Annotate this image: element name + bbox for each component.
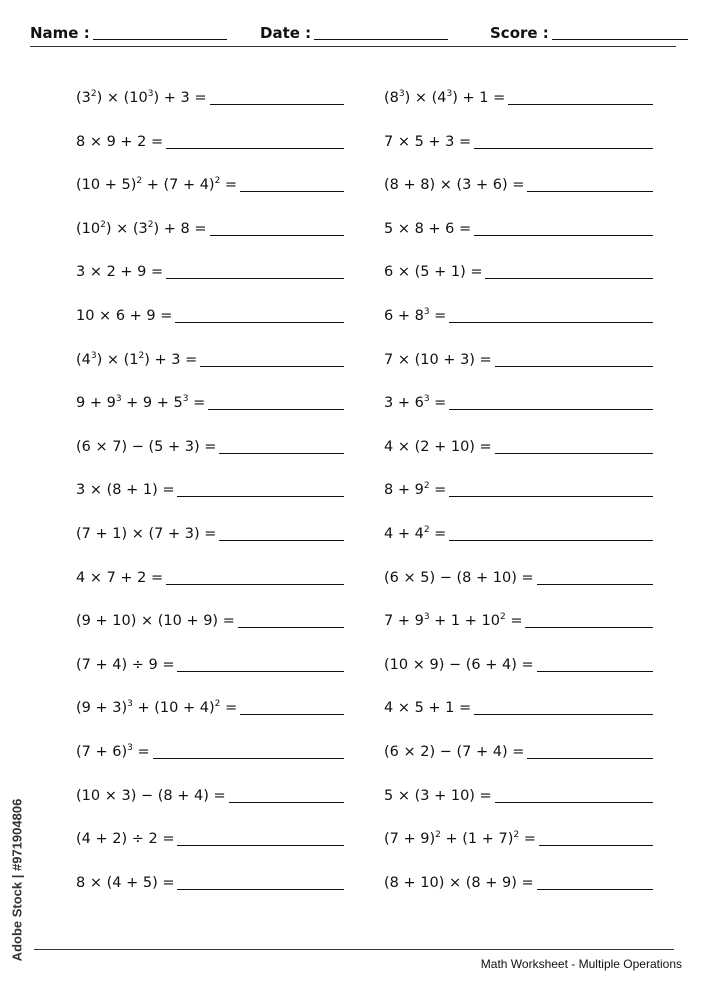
- expression-text: 9 + 9: [76, 395, 116, 412]
- problem-row: [76, 304, 344, 326]
- problem-expression: [384, 655, 534, 675]
- answer-blank[interactable]: [177, 671, 344, 672]
- problem-expression: [76, 350, 197, 370]
- answer-blank[interactable]: [166, 278, 344, 279]
- exponent: 2: [100, 219, 106, 230]
- footer-divider: [34, 949, 674, 950]
- expression-text: (4: [76, 351, 91, 368]
- answer-blank[interactable]: [495, 453, 653, 454]
- expression-text: 5 × (3 + 10) =: [384, 787, 492, 804]
- answer-blank[interactable]: [240, 714, 344, 715]
- problem-row: [76, 130, 344, 152]
- problem-expression: [384, 88, 505, 108]
- problem-expression: [76, 742, 150, 762]
- problem-expression: [76, 393, 205, 413]
- expression-text: (10: [76, 220, 101, 237]
- expression-text: (10 + 5): [76, 177, 137, 194]
- exponent: 2: [147, 219, 154, 230]
- answer-blank[interactable]: [166, 584, 344, 585]
- expression-text: (4 + 2) ÷ 2 =: [76, 831, 175, 848]
- problem-row: [384, 130, 653, 152]
- problem-expression: [76, 219, 207, 239]
- problem-row: [384, 217, 653, 239]
- problem-row: [76, 348, 344, 370]
- problem-row: [76, 653, 344, 675]
- problem-row: [384, 260, 653, 282]
- problem-expression: [76, 786, 226, 806]
- expression-text: =: [132, 744, 150, 760]
- problem-row: [76, 260, 344, 282]
- problem-row: [384, 348, 653, 370]
- answer-blank[interactable]: [219, 540, 344, 541]
- stock-watermark: [5, 760, 29, 1000]
- answer-blank[interactable]: [229, 802, 344, 803]
- answer-blank[interactable]: [539, 845, 653, 846]
- expression-text: =: [429, 482, 447, 499]
- expression-text: (9 + 10) × (10 + 9) =: [76, 613, 235, 630]
- problem-row: [76, 478, 344, 500]
- answer-blank[interactable]: [527, 191, 653, 192]
- problem-row: [384, 827, 653, 849]
- expression-text: (8 + 8) × (3 + 6) =: [384, 177, 525, 194]
- score-label: Score :: [490, 24, 549, 42]
- exponent: 3: [127, 743, 133, 753]
- problem-expression: [76, 655, 174, 675]
- problem-expression: [384, 175, 524, 195]
- expression-text: + 1 + 10: [429, 613, 500, 630]
- expression-text: (8: [384, 90, 399, 106]
- problem-row: [76, 784, 344, 806]
- problem-expression: [76, 306, 172, 326]
- problem-row: [76, 566, 344, 588]
- exponent: 2: [90, 89, 97, 99]
- exponent: 3: [423, 307, 430, 317]
- problem-row: [384, 173, 653, 195]
- expression-text: (7 + 6): [76, 744, 128, 760]
- answer-blank[interactable]: [240, 191, 344, 192]
- expression-text: 7 × (10 + 3) =: [384, 351, 492, 368]
- name-blank-line[interactable]: [93, 39, 227, 40]
- problem-expression: [76, 262, 163, 282]
- problem-row: [384, 566, 653, 588]
- answer-blank[interactable]: [474, 235, 653, 236]
- expression-text: =: [429, 308, 447, 324]
- answer-blank[interactable]: [537, 584, 653, 585]
- problem-expression: [384, 437, 492, 457]
- expression-text: ) × (1: [96, 351, 139, 368]
- problem-expression: [384, 829, 536, 849]
- expression-text: ) + 3 =: [144, 351, 198, 368]
- answer-blank[interactable]: [175, 322, 344, 323]
- problem-row: [384, 609, 653, 631]
- expression-text: (7 + 1) × (7 + 3) =: [76, 526, 217, 542]
- problem-expression: [76, 88, 207, 108]
- problem-expression: [76, 132, 163, 152]
- expression-text: 8 + 9: [384, 482, 424, 499]
- answer-blank[interactable]: [508, 104, 653, 105]
- answer-blank[interactable]: [210, 104, 344, 105]
- expression-text: (7 + 9): [384, 831, 436, 848]
- problem-expression: [384, 873, 534, 893]
- expression-text: 4 × 7 + 2 =: [76, 569, 164, 586]
- problem-expression: [76, 480, 174, 500]
- expression-text: (9 + 3): [76, 700, 128, 717]
- problem-row: [384, 784, 653, 806]
- exponent: 3: [182, 394, 189, 405]
- problem-expression: [384, 698, 471, 718]
- exponent: 2: [423, 481, 430, 492]
- expression-text: 3 × 2 + 9 =: [76, 264, 164, 281]
- expression-text: =: [505, 613, 523, 630]
- problem-expression: [384, 568, 534, 588]
- name-label: Name :: [30, 24, 90, 42]
- worksheet-header: [30, 22, 676, 47]
- expression-text: 10 × 6 + 9 =: [76, 308, 173, 324]
- problem-row: [76, 696, 344, 718]
- footer-title: Math Worksheet - Multiple Operations: [480, 957, 682, 971]
- answer-blank[interactable]: [177, 496, 344, 497]
- date-label: Date :: [260, 24, 312, 42]
- answer-blank[interactable]: [166, 148, 344, 149]
- expression-text: ) + 3 =: [153, 90, 207, 106]
- problem-expression: [76, 829, 174, 849]
- expression-text: + (1 + 7): [440, 831, 514, 848]
- problem-expression: [76, 568, 163, 588]
- expression-text: =: [519, 831, 536, 848]
- answer-blank[interactable]: [210, 235, 344, 236]
- name-field[interactable]: [30, 22, 227, 42]
- expression-text: ) × (4: [404, 90, 447, 106]
- problem-row: [384, 522, 653, 544]
- expression-text: =: [220, 177, 238, 194]
- expression-text: 8 × 9 + 2 =: [76, 133, 164, 150]
- expression-text: 6 × (5 + 1) =: [384, 264, 483, 281]
- problem-row: [76, 609, 344, 631]
- expression-text: (3: [76, 90, 91, 106]
- exponent: 3: [423, 612, 430, 623]
- exponent: 3: [90, 350, 97, 361]
- answer-blank[interactable]: [177, 889, 344, 890]
- exponent: 3: [127, 699, 133, 710]
- problem-row: [76, 86, 344, 108]
- answer-blank[interactable]: [200, 366, 344, 367]
- expression-text: =: [220, 700, 238, 717]
- stock-id-text: Adobe Stock | #971904806: [9, 798, 25, 962]
- problem-expression: [384, 219, 471, 239]
- problem-expression: [76, 437, 216, 457]
- expression-text: ) + 8 =: [153, 220, 207, 237]
- expression-text: 6 + 8: [384, 308, 424, 324]
- expression-text: 4 × (2 + 10) =: [384, 438, 492, 455]
- problem-row: [384, 304, 653, 326]
- problem-row: [76, 740, 344, 762]
- problem-row: [384, 696, 653, 718]
- answer-blank[interactable]: [177, 845, 344, 846]
- expression-text: 7 + 9: [384, 613, 424, 630]
- expression-text: ) × (10: [96, 90, 148, 106]
- answer-blank[interactable]: [525, 627, 653, 628]
- answer-blank[interactable]: [449, 540, 653, 541]
- answer-blank[interactable]: [527, 758, 653, 759]
- expression-text: (10 × 9) − (6 + 4) =: [384, 656, 534, 673]
- exponent: 3: [423, 394, 430, 405]
- exponent: 2: [423, 525, 430, 535]
- expression-text: + (10 + 4): [132, 700, 215, 717]
- problem-expression: [76, 873, 174, 893]
- problem-row: [76, 871, 344, 893]
- exponent: 2: [214, 176, 221, 187]
- problem-row: [76, 173, 344, 195]
- problem-row: [76, 435, 344, 457]
- problem-expression: [384, 611, 522, 631]
- answer-blank[interactable]: [449, 496, 653, 497]
- exponent: 3: [398, 89, 405, 99]
- expression-text: (8 + 10) × (8 + 9) =: [384, 874, 534, 891]
- answer-blank[interactable]: [474, 714, 653, 715]
- problem-expression: [384, 350, 492, 370]
- problem-row: [76, 827, 344, 849]
- answer-blank[interactable]: [537, 671, 653, 672]
- expression-text: (6 × 7) − (5 + 3) =: [76, 438, 217, 455]
- score-blank-line[interactable]: [552, 39, 688, 40]
- answer-blank[interactable]: [238, 627, 344, 628]
- problem-row: [384, 435, 653, 457]
- expression-text: ) × (3: [105, 220, 148, 237]
- expression-text: (7 + 4) ÷ 9 =: [76, 656, 175, 673]
- score-field[interactable]: [490, 22, 688, 42]
- expression-text: (6 × 2) − (7 + 4) =: [384, 744, 525, 760]
- problem-row: [76, 217, 344, 239]
- expression-text: 4 × 5 + 1 =: [384, 700, 472, 717]
- answer-blank[interactable]: [485, 278, 653, 279]
- problem-expression: [384, 306, 446, 326]
- problem-expression: [384, 524, 446, 544]
- expression-text: (10 × 3) − (8 + 4) =: [76, 787, 226, 804]
- problem-row: [384, 86, 653, 108]
- problem-row: [384, 391, 653, 413]
- problem-expression: [384, 262, 482, 282]
- expression-text: (6 × 5) − (8 + 10) =: [384, 569, 534, 586]
- problem-expression: [384, 480, 446, 500]
- problem-expression: [76, 698, 237, 718]
- expression-text: ) + 1 =: [452, 90, 506, 106]
- answer-blank[interactable]: [495, 802, 653, 803]
- problem-row: [384, 740, 653, 762]
- exponent: 2: [136, 176, 143, 187]
- expression-text: 4 + 4: [384, 526, 424, 542]
- expression-text: =: [429, 526, 447, 542]
- exponent: 2: [435, 830, 441, 841]
- expression-text: 8 × (4 + 5) =: [76, 874, 175, 891]
- answer-blank[interactable]: [474, 148, 653, 149]
- expression-text: 5 × 8 + 6 =: [384, 220, 472, 237]
- problem-expression: [384, 786, 492, 806]
- answer-blank[interactable]: [449, 409, 653, 410]
- problem-row: [384, 478, 653, 500]
- problem-row: [384, 871, 653, 893]
- exponent: 3: [147, 89, 154, 99]
- exponent: 2: [513, 830, 520, 841]
- answer-blank[interactable]: [495, 366, 653, 367]
- expression-text: + 9 + 5: [121, 395, 183, 412]
- date-field[interactable]: [260, 22, 448, 42]
- problem-expression: [384, 742, 524, 762]
- problem-expression: [76, 175, 237, 195]
- problem-row: [384, 653, 653, 675]
- date-blank-line[interactable]: [314, 39, 448, 40]
- answer-blank[interactable]: [219, 453, 344, 454]
- expression-text: =: [429, 395, 447, 412]
- answer-blank[interactable]: [537, 889, 653, 890]
- expression-text: 3 × (8 + 1) =: [76, 482, 175, 499]
- expression-text: 3 + 6: [384, 395, 424, 412]
- exponent: 2: [499, 612, 506, 623]
- problem-expression: [384, 393, 446, 413]
- answer-blank[interactable]: [208, 409, 344, 410]
- problem-row: [76, 522, 344, 544]
- problem-expression: [76, 524, 216, 544]
- problem-expression: [76, 611, 235, 631]
- exponent: 2: [214, 699, 221, 710]
- answer-blank[interactable]: [449, 322, 653, 323]
- exponent: 3: [115, 394, 122, 405]
- exponent: 3: [446, 89, 453, 99]
- expression-text: + (7 + 4): [142, 177, 215, 194]
- exponent: 2: [138, 350, 145, 361]
- problem-expression: [384, 132, 471, 152]
- problem-row: [76, 391, 344, 413]
- expression-text: 7 × 5 + 3 =: [384, 133, 472, 150]
- answer-blank[interactable]: [153, 758, 344, 759]
- expression-text: =: [188, 395, 206, 412]
